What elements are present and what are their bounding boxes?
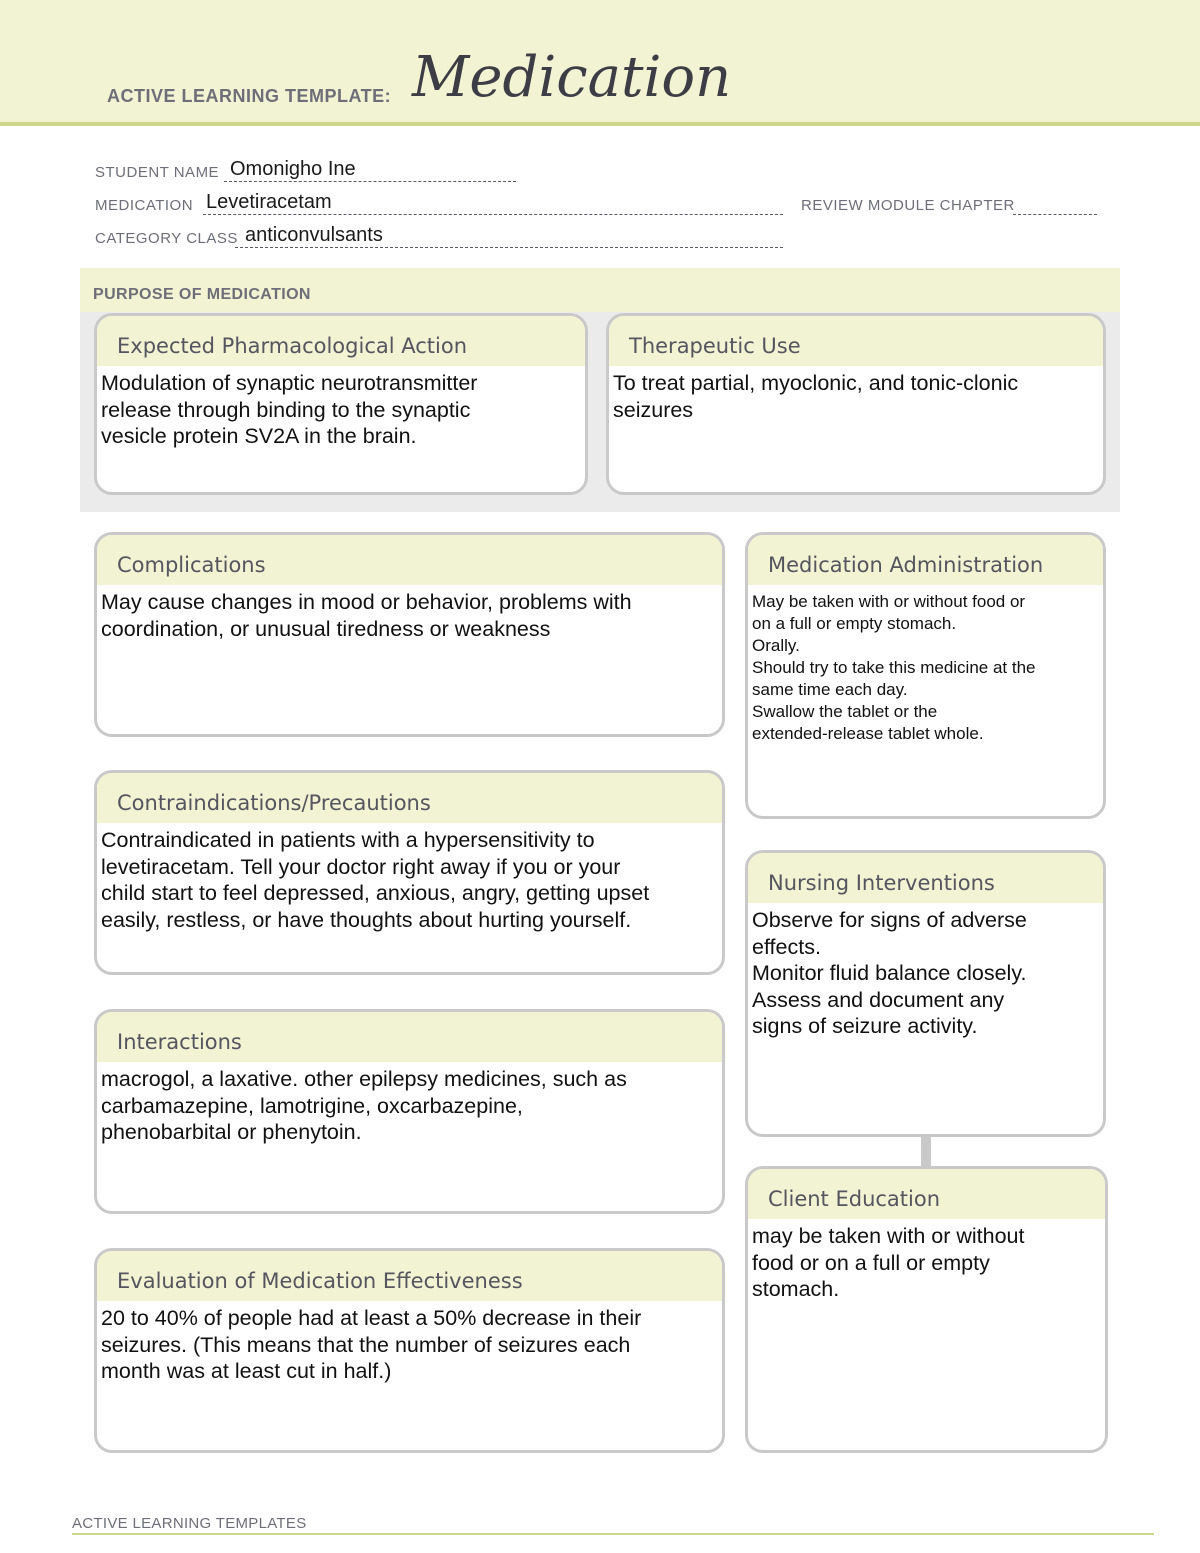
therapeutic-use-title: Therapeutic Use bbox=[629, 334, 801, 358]
medication-label: MEDICATION bbox=[95, 197, 194, 214]
purpose-title: PURPOSE OF MEDICATION bbox=[93, 286, 311, 303]
expected-action-header bbox=[97, 316, 585, 366]
student-name-label: STUDENT NAME bbox=[95, 164, 220, 181]
medication-administration-title: Medication Administration bbox=[768, 553, 1044, 577]
review-module-field[interactable] bbox=[801, 197, 1099, 217]
student-name-field[interactable] bbox=[95, 158, 520, 184]
medication-administration-card bbox=[745, 532, 1106, 819]
footer-text: ACTIVE LEARNING TEMPLATES bbox=[72, 1515, 307, 1532]
medication-value: Levetiracetam bbox=[206, 191, 332, 213]
medication-field[interactable] bbox=[95, 191, 785, 217]
medication-administration-text[interactable]: May be taken with or without food or on a full or empty stomach. Orally. Should try to take this medicine at the same time each day. Swallow the tablet or the extended-release tablet whole. bbox=[752, 592, 1036, 743]
therapeutic-use-card bbox=[606, 313, 1106, 495]
complications-card bbox=[94, 532, 725, 737]
evaluation-title: Evaluation of Medication Effectiveness bbox=[117, 1269, 523, 1293]
student-name-line bbox=[224, 181, 516, 182]
nursing-interventions-title: Nursing Interventions bbox=[768, 871, 995, 895]
client-education-header bbox=[748, 1169, 1105, 1219]
header-rule bbox=[0, 122, 1200, 126]
interactions-card bbox=[94, 1009, 725, 1214]
category-class-field[interactable] bbox=[95, 224, 785, 250]
client-education-text[interactable]: may be taken with or without food or on a full or empty stomach. bbox=[752, 1224, 1025, 1301]
template-title: Medication bbox=[412, 45, 732, 110]
card-connector bbox=[921, 1137, 931, 1167]
review-module-label: REVIEW MODULE CHAPTER bbox=[801, 197, 1015, 214]
evaluation-header bbox=[97, 1251, 722, 1301]
nursing-interventions-card bbox=[745, 850, 1106, 1137]
footer-rule bbox=[72, 1533, 1154, 1535]
interactions-text[interactable]: macrogol, a laxative. other epilepsy medicines, such as carbamazepine, lamotrigine, oxcarbazepine, phenobarbital or phenytoin. bbox=[101, 1067, 627, 1144]
evaluation-text[interactable]: 20 to 40% of people had at least a 50% decrease in their seizures. (This means that the number of seizures each month was at least cut in half.) bbox=[101, 1306, 642, 1383]
template-label: ACTIVE LEARNING TEMPLATE: bbox=[107, 86, 392, 106]
client-education-card bbox=[745, 1166, 1108, 1453]
contraindications-title: Contraindications/Precautions bbox=[117, 791, 431, 815]
student-name-value: Omonigho Ine bbox=[230, 158, 356, 180]
expected-action-title: Expected Pharmacological Action bbox=[117, 334, 468, 358]
client-education-title: Client Education bbox=[768, 1187, 941, 1211]
expected-action-card bbox=[94, 313, 588, 495]
contraindications-card bbox=[94, 770, 725, 975]
medication-administration-header bbox=[748, 535, 1103, 585]
complications-title: Complications bbox=[117, 553, 266, 577]
nursing-interventions-text[interactable]: Observe for signs of adverse effects. Monitor fluid balance closely. Assess and document any signs of seizure activity. bbox=[752, 908, 1027, 1038]
contraindications-header bbox=[97, 773, 722, 823]
nursing-interventions-header bbox=[748, 853, 1103, 903]
interactions-title: Interactions bbox=[117, 1030, 242, 1054]
category-class-label: CATEGORY CLASS bbox=[95, 230, 238, 247]
complications-header bbox=[97, 535, 722, 585]
therapeutic-use-text[interactable]: To treat partial, myoclonic, and tonic-clonic seizures bbox=[613, 371, 1019, 422]
complications-text[interactable]: May cause changes in mood or behavior, problems with coordination, or unusual tiredness or weakness bbox=[101, 590, 632, 641]
expected-action-text[interactable]: Modulation of synaptic neurotransmitter release through binding to the synaptic vesicle protein SV2A in the brain. bbox=[101, 371, 478, 448]
therapeutic-use-header bbox=[609, 316, 1103, 366]
evaluation-card bbox=[94, 1248, 725, 1453]
contraindications-text[interactable]: Contraindicated in patients with a hypersensitivity to levetiracetam. Tell your doctor right away if you or your child start to feel depressed, anxious, angry, getting upset easily, restless, or have thoughts about hurting yourself. bbox=[101, 828, 650, 932]
category-class-value: anticonvulsants bbox=[245, 224, 383, 246]
medication-line bbox=[203, 214, 783, 215]
review-module-line bbox=[1013, 214, 1097, 215]
category-class-line bbox=[235, 247, 783, 248]
interactions-header bbox=[97, 1012, 722, 1062]
